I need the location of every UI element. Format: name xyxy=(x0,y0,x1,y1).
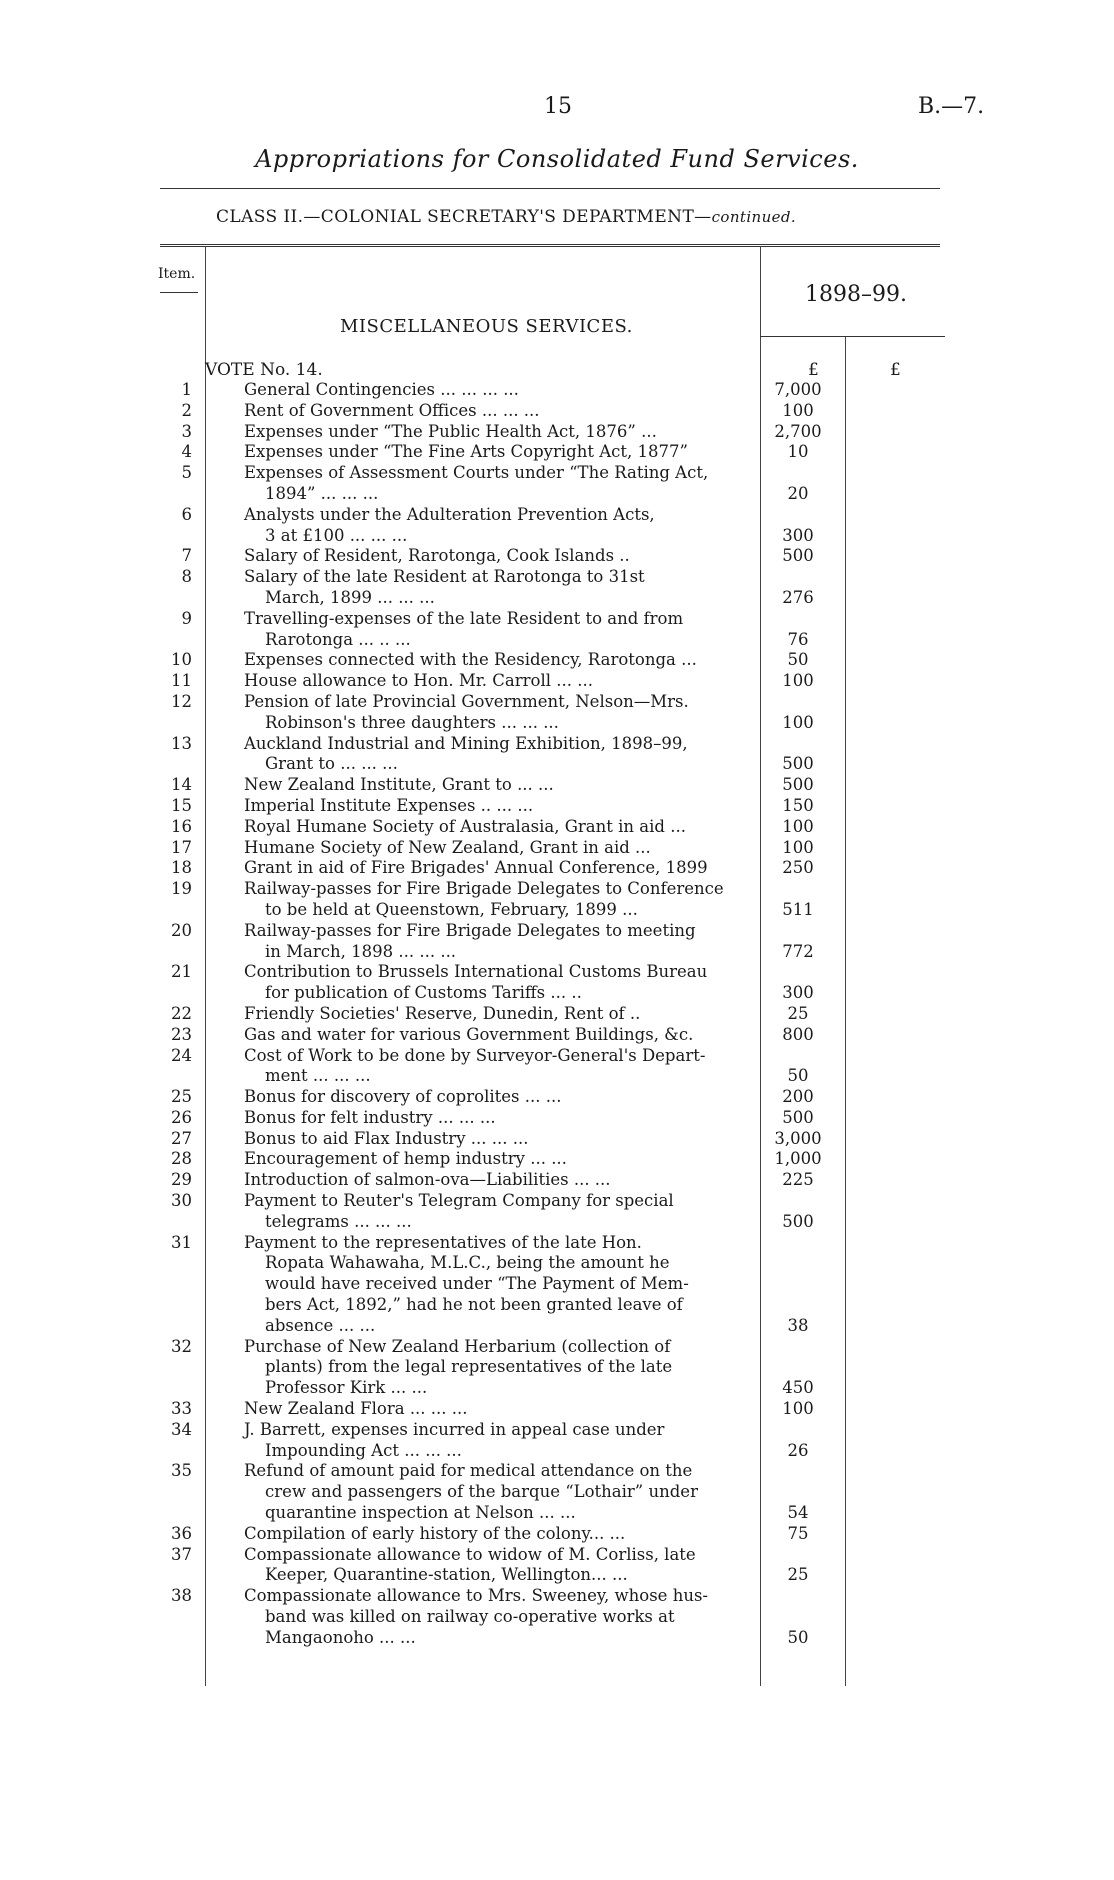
item-amount: 500 xyxy=(782,1211,814,1231)
item-description-line: would have received under “The Payment of Mem- xyxy=(265,1274,689,1294)
item-description-line: Refund of amount paid for medical attendance on the xyxy=(244,1461,693,1481)
item-description-line: to be held at Queenstown, February, 1899 ... xyxy=(265,899,638,919)
item-amount: 225 xyxy=(782,1170,814,1190)
item-description-line: Ropata Wahawaha, M.L.C., being the amount he xyxy=(265,1253,670,1273)
vote-label: VOTE No. 14. xyxy=(205,360,323,380)
table-row xyxy=(0,422,1114,443)
item-number: 3 xyxy=(181,421,192,441)
table-row xyxy=(0,734,1114,776)
table-row xyxy=(0,1233,1114,1337)
item-amount: 100 xyxy=(782,671,814,691)
item-number: 21 xyxy=(171,962,192,982)
item-number: 34 xyxy=(171,1419,192,1439)
item-description-line: New Zealand Institute, Grant to ... ... xyxy=(244,775,554,795)
item-amount: 75 xyxy=(787,1523,809,1543)
item-column-header: Item. xyxy=(158,266,196,282)
item-description-line: crew and passengers of the barque “Lothair” under xyxy=(265,1482,698,1502)
item-description-line: Salary of Resident, Rarotonga, Cook Islands .. xyxy=(244,546,630,566)
item-description-line: Encouragement of hemp industry ... ... xyxy=(244,1149,567,1169)
table-row xyxy=(0,838,1114,859)
item-number: 33 xyxy=(171,1399,192,1419)
item-number: 6 xyxy=(181,504,192,524)
table-row xyxy=(0,1586,1114,1648)
item-amount: 100 xyxy=(782,837,814,857)
item-number: 18 xyxy=(171,858,192,878)
item-amount: 76 xyxy=(787,629,809,649)
item-number: 10 xyxy=(171,650,192,670)
item-amount: 200 xyxy=(782,1087,814,1107)
item-amount: 50 xyxy=(787,1627,809,1647)
item-description-line: for publication of Customs Tariffs ... .. xyxy=(265,983,582,1003)
item-description-line: 3 at £100 ... ... ... xyxy=(265,525,408,545)
item-description-line: Payment to Reuter's Telegram Company for special xyxy=(244,1191,674,1211)
table-row xyxy=(0,775,1114,796)
section-title: MISCELLANEOUS SERVICES. xyxy=(340,316,633,337)
item-number: 31 xyxy=(171,1232,192,1252)
divider xyxy=(160,292,198,293)
table-row xyxy=(0,796,1114,817)
class-continued: continued. xyxy=(711,208,797,226)
item-description-line: House allowance to Hon. Mr. Carroll ... ... xyxy=(244,671,593,691)
item-amount: 25 xyxy=(787,1565,809,1585)
item-description-line: Grant in aid of Fire Brigades' Annual Conference, 1899 xyxy=(244,858,708,878)
item-amount: 100 xyxy=(782,712,814,732)
item-description-line: Impounding Act ... ... ... xyxy=(265,1440,462,1460)
item-number: 24 xyxy=(171,1045,192,1065)
item-amount: 300 xyxy=(782,983,814,1003)
item-description-line: Gas and water for various Government Buildings, &c. xyxy=(244,1024,694,1044)
table-row xyxy=(0,1399,1114,1420)
item-amount: 250 xyxy=(782,858,814,878)
divider xyxy=(160,188,940,189)
item-number: 7 xyxy=(181,546,192,566)
item-amount: 450 xyxy=(782,1378,814,1398)
item-amount: 2,700 xyxy=(774,421,822,441)
table-row xyxy=(0,1129,1114,1150)
item-description-line: Expenses under “The Public Health Act, 1876” ... xyxy=(244,421,657,441)
item-description-line: Analysts under the Adulteration Prevention Acts, xyxy=(244,504,655,524)
item-amount: 26 xyxy=(787,1440,809,1460)
item-description-line: Rarotonga ... .. ... xyxy=(265,629,411,649)
item-number: 27 xyxy=(171,1128,192,1148)
item-amount: 300 xyxy=(782,525,814,545)
item-description-line: Railway-passes for Fire Brigade Delegates to Conference xyxy=(244,879,724,899)
item-description-line: Compassionate allowance to Mrs. Sweeney, whose hus- xyxy=(244,1586,708,1606)
item-description-line: Rent of Government Offices ... ... ... xyxy=(244,400,540,420)
table-row xyxy=(0,1046,1114,1088)
item-number: 22 xyxy=(171,1003,192,1023)
item-number: 29 xyxy=(171,1170,192,1190)
table-row xyxy=(0,921,1114,963)
table-row xyxy=(0,546,1114,567)
item-amount: 100 xyxy=(782,400,814,420)
table-row xyxy=(0,879,1114,921)
item-amount: 20 xyxy=(787,483,809,503)
item-number: 32 xyxy=(171,1336,192,1356)
item-description-line: Imperial Institute Expenses .. ... ... xyxy=(244,795,534,815)
item-amount: 100 xyxy=(782,1399,814,1419)
item-amount: 511 xyxy=(782,899,814,919)
item-number: 13 xyxy=(171,733,192,753)
table-row xyxy=(0,1025,1114,1046)
item-number: 30 xyxy=(171,1191,192,1211)
item-amount: 7,000 xyxy=(774,380,822,399)
class-heading xyxy=(216,207,796,227)
item-description-line: March, 1899 ... ... ... xyxy=(265,587,435,607)
item-amount: 54 xyxy=(787,1503,809,1523)
item-description-line: Expenses connected with the Residency, Rarotonga ... xyxy=(244,650,697,670)
item-description-line: J. Barrett, expenses incurred in appeal case under xyxy=(244,1419,665,1439)
item-description-line: Grant to ... ... ... xyxy=(265,754,398,774)
table-row xyxy=(0,692,1114,734)
item-number: 37 xyxy=(171,1544,192,1564)
item-description-line: Auckland Industrial and Mining Exhibition, 1898–99, xyxy=(244,733,688,753)
item-description-line: Mangaonoho ... ... xyxy=(265,1627,416,1647)
divider xyxy=(160,244,940,245)
item-description-line: Professor Kirk ... ... xyxy=(265,1378,428,1398)
table-row xyxy=(0,1545,1114,1587)
table-row xyxy=(0,1087,1114,1108)
currency-symbol: £ xyxy=(808,360,819,380)
divider xyxy=(160,246,940,247)
currency-symbol: £ xyxy=(890,360,901,380)
table-row xyxy=(0,401,1114,422)
item-description-line: Salary of the late Resident at Rarotonga to 31st xyxy=(244,567,645,587)
table-row xyxy=(0,1420,1114,1462)
item-description-line: Expenses under “The Fine Arts Copyright Act, 1877” xyxy=(244,442,688,462)
item-number: 11 xyxy=(171,671,192,691)
item-description-line: Pension of late Provincial Government, Nelson—Mrs. xyxy=(244,691,689,711)
table-row xyxy=(0,1191,1114,1233)
item-number: 4 xyxy=(181,442,192,462)
item-description-line: New Zealand Flora ... ... ... xyxy=(244,1399,468,1419)
item-number: 8 xyxy=(181,567,192,587)
item-description-line: General Contingencies ... ... ... ... xyxy=(244,380,519,399)
table-row xyxy=(0,1461,1114,1523)
item-amount: 10 xyxy=(787,442,809,462)
item-description-line: Friendly Societies' Reserve, Dunedin, Rent of .. xyxy=(244,1003,641,1023)
item-number: 2 xyxy=(181,400,192,420)
table-row xyxy=(0,505,1114,547)
page-number: 15 xyxy=(544,94,572,119)
item-description-line: ment ... ... ... xyxy=(265,1066,371,1086)
table-row xyxy=(0,1170,1114,1191)
item-description-line: Railway-passes for Fire Brigade Delegates to meeting xyxy=(244,920,696,940)
table-row xyxy=(0,463,1114,505)
year-header: 1898–99. xyxy=(805,282,907,307)
table-row xyxy=(0,1337,1114,1399)
item-description-line: in March, 1898 ... ... ... xyxy=(265,941,457,961)
item-number: 14 xyxy=(171,775,192,795)
item-amount: 3,000 xyxy=(774,1128,822,1148)
table-row xyxy=(0,609,1114,651)
item-amount: 38 xyxy=(787,1315,809,1335)
item-description-line: Cost of Work to be done by Surveyor-General's Depart- xyxy=(244,1045,706,1065)
item-number: 1 xyxy=(181,380,192,399)
table-row xyxy=(0,671,1114,692)
item-number: 26 xyxy=(171,1107,192,1127)
item-number: 23 xyxy=(171,1024,192,1044)
item-description-line: Bonus for felt industry ... ... ... xyxy=(244,1107,496,1127)
item-description-line: Compassionate allowance to widow of M. Corliss, late xyxy=(244,1544,696,1564)
item-amount: 772 xyxy=(782,941,814,961)
item-number: 38 xyxy=(171,1586,192,1606)
page-title: Appropriations for Consolidated Fund Services. xyxy=(255,145,859,173)
item-description-line: Purchase of New Zealand Herbarium (collection of xyxy=(244,1336,671,1356)
item-number: 15 xyxy=(171,795,192,815)
table-row xyxy=(0,1004,1114,1025)
item-number: 5 xyxy=(181,463,192,483)
item-description-line: Payment to the representatives of the late Hon. xyxy=(244,1232,642,1252)
item-number: 36 xyxy=(171,1523,192,1543)
item-number: 25 xyxy=(171,1087,192,1107)
table-row xyxy=(0,962,1114,1004)
item-amount: 276 xyxy=(782,587,814,607)
item-description-line: telegrams ... ... ... xyxy=(265,1211,412,1231)
item-description-line: Bonus to aid Flax Industry ... ... ... xyxy=(244,1128,529,1148)
item-description-line: Robinson's three daughters ... ... ... xyxy=(265,712,559,732)
item-description-line: quarantine inspection at Nelson ... ... xyxy=(265,1503,576,1523)
appropriations-table xyxy=(0,380,1114,1649)
item-amount: 500 xyxy=(782,775,814,795)
item-number: 17 xyxy=(171,837,192,857)
item-description-line: Travelling-expenses of the late Resident to and from xyxy=(244,608,684,628)
item-description-line: absence ... ... xyxy=(265,1315,376,1335)
item-amount: 25 xyxy=(787,1003,809,1023)
item-amount: 500 xyxy=(782,546,814,566)
table-row xyxy=(0,1108,1114,1129)
item-amount: 150 xyxy=(782,795,814,815)
item-amount: 50 xyxy=(787,650,809,670)
table-row xyxy=(0,380,1114,401)
item-number: 19 xyxy=(171,879,192,899)
table-row xyxy=(0,1149,1114,1170)
item-number: 20 xyxy=(171,920,192,940)
item-amount: 500 xyxy=(782,1107,814,1127)
item-description-line: Introduction of salmon-ova—Liabilities ... ... xyxy=(244,1170,611,1190)
item-description-line: Keeper, Quarantine-station, Wellington... ... xyxy=(265,1565,628,1585)
table-row xyxy=(0,650,1114,671)
item-amount: 800 xyxy=(782,1024,814,1044)
item-description-line: plants) from the legal representatives of the late xyxy=(265,1357,673,1377)
divider xyxy=(760,336,945,337)
table-row xyxy=(0,567,1114,609)
item-description-line: Expenses of Assessment Courts under “The Rating Act, xyxy=(244,463,709,483)
item-amount: 100 xyxy=(782,816,814,836)
item-number: 9 xyxy=(181,608,192,628)
table-row xyxy=(0,442,1114,463)
item-number: 35 xyxy=(171,1461,192,1481)
item-number: 28 xyxy=(171,1149,192,1169)
item-description-line: bers Act, 1892,” had he not been granted leave of xyxy=(265,1295,683,1315)
item-description-line: Contribution to Brussels International Customs Bureau xyxy=(244,962,708,982)
item-amount: 50 xyxy=(787,1066,809,1086)
item-number: 12 xyxy=(171,691,192,711)
item-description-line: Humane Society of New Zealand, Grant in aid ... xyxy=(244,837,651,857)
document-reference: B.—7. xyxy=(918,94,985,119)
item-description-line: band was killed on railway co-operative works at xyxy=(265,1607,675,1627)
item-amount: 1,000 xyxy=(774,1149,822,1169)
class-heading-text: CLASS II.—COLONIAL SECRETARY'S DEPARTMENT— xyxy=(216,207,712,227)
table-row xyxy=(0,858,1114,879)
table-row xyxy=(0,817,1114,838)
item-description-line: 1894” ... ... ... xyxy=(265,483,379,503)
item-description-line: Compilation of early history of the colony... ... xyxy=(244,1523,626,1543)
item-description-line: Bonus for discovery of coprolites ... ... xyxy=(244,1087,562,1107)
item-amount: 500 xyxy=(782,754,814,774)
table-row xyxy=(0,1524,1114,1545)
item-description-line: Royal Humane Society of Australasia, Grant in aid ... xyxy=(244,816,686,836)
item-number: 16 xyxy=(171,816,192,836)
